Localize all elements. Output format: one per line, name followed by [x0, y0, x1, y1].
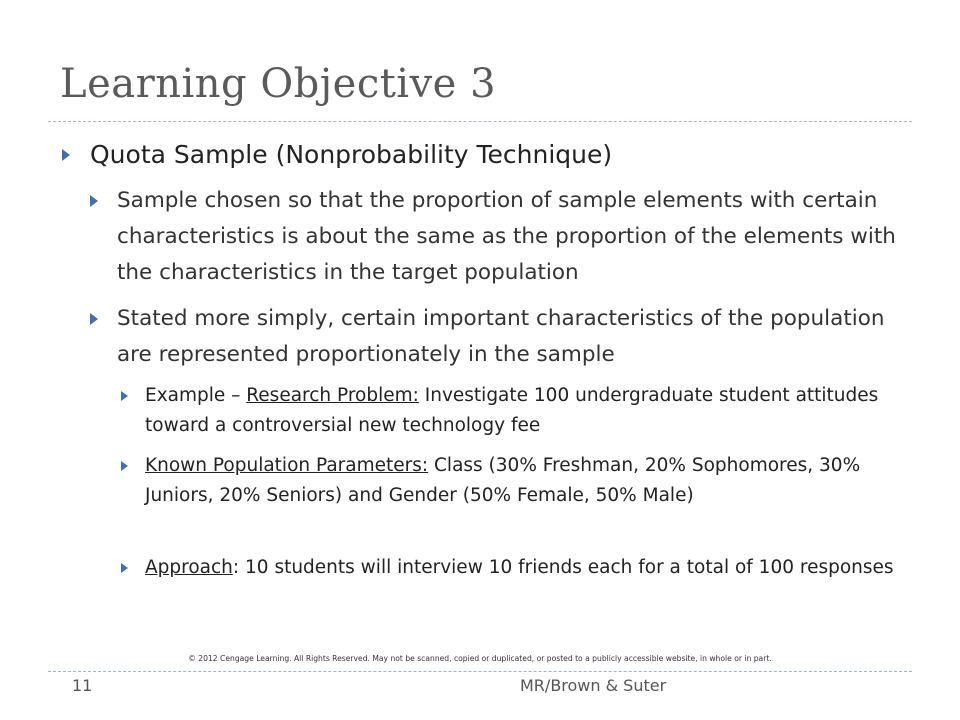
- bullet-arrow-icon: [121, 461, 128, 471]
- bullet-simplified: Stated more simply, certain important characteristics of the population are represented proportionately in the sample: [117, 306, 885, 367]
- sub-bullet-approach: [145, 553, 905, 583]
- slide-title: Learning Objective 3: [60, 61, 497, 107]
- sub-bullet-underlined: Known Population Parameters:: [145, 455, 429, 476]
- footer-credit: MR/Brown & Suter: [520, 676, 667, 695]
- bullet-arrow-icon: [62, 149, 70, 161]
- copyright-notice: © 2012 Cengage Learning. All Rights Reserved. May not be scanned, copied or duplicated, or posted to a publicly accessible website, in whole or in part.: [188, 654, 772, 663]
- page-number: 11: [72, 676, 93, 695]
- bullet-definition: Sample chosen so that the proportion of sample elements with certain characteristics is about the same as the proportion of the elements with the characteristics in the target population: [117, 188, 896, 285]
- bullet-arrow-icon: [90, 313, 98, 325]
- bullet-arrow-icon: [121, 391, 128, 401]
- sub-bullet-underlined: Research Problem:: [246, 385, 419, 406]
- sub-bullet-rest: Class (30% Freshman, 20% Sophomores, 30% Juniors, 20% Seniors) and Gender (50% Female, 50% Male): [145, 455, 861, 506]
- title-divider: [48, 121, 912, 122]
- sub-bullet-rest: : 10 students will interview 10 friends each for a total of 100 responses: [232, 557, 894, 578]
- sub-bullet-prefix: Example –: [145, 385, 247, 406]
- sub-bullet-rest: Investigate 100 undergraduate student attitudes toward a controversial new technology fee: [145, 385, 879, 436]
- sub-bullet-parameters: [145, 451, 905, 511]
- bullet-arrow-icon: [90, 195, 98, 207]
- heading-bullet: Quota Sample (Nonprobability Technique): [90, 140, 613, 169]
- sub-bullet-underlined: Approach: [145, 557, 233, 578]
- sub-bullet-example: [145, 381, 905, 441]
- bullet-arrow-icon: [121, 563, 128, 573]
- footer-divider: [48, 671, 912, 672]
